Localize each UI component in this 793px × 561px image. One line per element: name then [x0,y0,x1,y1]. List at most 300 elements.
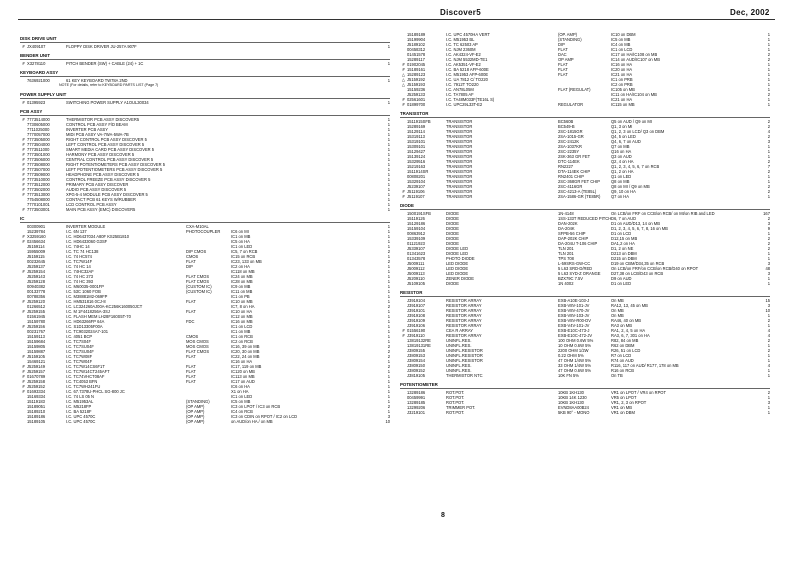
cell-mark [20,419,27,424]
cell-part-no: 15129427 [407,149,426,154]
cell-mark: # [22,61,25,66]
cell-qty: 2 [767,236,770,241]
cell-description: TRANSISTOR [446,129,473,134]
cell-qty: 1 [387,319,390,324]
cell-description: I.C. 74 HC 273 [66,274,94,279]
cell-type: L-59SRS-GW-CC [558,261,591,266]
cell-qty: 1 [767,373,770,378]
cell-type: FLAT CMOS [186,349,210,354]
cell-description: PRIMARY PCB ASSY DISCOVER [66,182,129,187]
cell-type: 47 OHM 1/4W 5% [558,358,591,363]
cell-description: I.C. TC4053 BFN [66,379,98,384]
cell-description: RESISTOR ARRAY [446,323,482,328]
cell-part-no: 7773503001 [27,207,50,212]
cell-description: ROT.POT. [446,390,465,395]
cell-description: ROT.POT. [446,410,465,415]
cell-location: D1, 2 on NE [611,246,634,251]
cell-description: SMART MEDIA CARD PCB ASSY DISCOVER 5 [66,147,155,152]
cell-qty: 2 [767,318,770,323]
cell-location: IC2 on RCB [231,339,253,344]
cell-qty: 1 [767,149,770,154]
cell-description: XPG-5-4 MODULE PCB ASSY DISCOVER 5 [66,192,148,197]
cell-location: VR1 on DBM [611,410,635,415]
cell-part-no: J5239107 [407,184,425,189]
cell-part-no: 7773506000 [27,157,50,162]
cell-part-no: 15159113 [27,334,45,339]
cell-location: D1, 2, 3, 4, 5, 6, 7, 8, 16 on MB [611,226,668,231]
cell-part-no: 15159684 [27,339,46,344]
cell-location: R62 on DBM [611,343,635,348]
cell-mark: △ [401,72,406,77]
cell-location: VR1 on LPOT / VR4 on RPOT [611,390,666,395]
cell-location: IC22, 24 on MB [231,354,260,359]
section-rule [20,42,390,43]
cell-part-no: 15319113 [407,134,425,139]
cell-part-no: J5259143 [27,274,45,279]
cell-qty: 2 [767,216,770,221]
cell-description: TRANSISTOR [446,119,473,124]
cell-type: EXB-A10E-103-J [558,298,590,303]
cell-description: I.C. TC7W14F [66,259,93,264]
cell-qty: 1 [387,224,390,229]
cell-qty: 1 [387,324,390,329]
cell-type: MOS CMOS [186,344,209,349]
section-title-resistor: RESISTOR [400,290,423,295]
cell-description: I.C. UA 7812 C/ TO220 [446,77,488,82]
cell-location: Q7 on MB [611,144,630,149]
cell-qty: 2 [767,348,770,353]
cell-mark: # [22,384,25,389]
cell-description: UNINFL.RES. [446,368,472,373]
cell-qty: 1 [767,251,770,256]
cell-description: RESISTOR ARRAY [446,303,482,308]
cell-location: IC10 on HA [231,309,253,314]
cell-description: I.C. HD6433060 G3SF [66,239,108,244]
cell-mark: # [402,333,405,338]
cell-description: TRANSISTOR [446,179,473,184]
cell-location: IC5, 7 on RCB [231,249,258,254]
cell-description: LEFT POTENTIOMETERS PCB ASSY DISCOVER 5 [66,167,163,172]
cell-location: D9 on AUD [611,276,632,281]
cell-part-no: 7773509000 [27,172,50,177]
cell-location: D6, 7 on AUD [611,216,637,221]
cell-description: RIGHT POTENTIOMETERS PCB ASSY DISCOVER 5 [66,162,166,167]
cell-part-no: 15159236 [407,87,426,92]
cell-description: I.C. UPC 4570HA VERT [446,32,490,37]
cell-location: RA46, 40 on MB [611,318,642,323]
cell-mark: # [22,177,25,182]
cell-type: 5 L63 SRD-D/RED [558,266,593,271]
cell-description: DIODE LED [446,251,469,256]
cell-mark: # [22,324,25,329]
cell-location: IC16 on HA [611,62,633,67]
cell-location: Q1, 2, 3 on LCD/ Q3 on DBM [611,129,665,134]
cell-description: DIODE LED [446,246,469,251]
cell-location: On LCB/on FRF on CCB/on RCB/ on MI/on RIB and LED [611,211,715,216]
cell-location: D213 on DBM [611,251,637,256]
cell-type: (OP AMP) [186,419,205,424]
cell-part-no: 15189161 [407,67,426,72]
cell-part-no: 7730605000 [27,122,50,127]
cell-type: CXA-M10AL [186,224,209,229]
cell-description: TRANSISTOR [446,169,473,174]
cell-qty: 2 [767,390,770,395]
cell-description: I.C. BA 5218F [66,409,92,414]
section-rule [400,296,770,297]
cell-qty: 2 [387,364,390,369]
cell-description: I.C. FLASH MEM LH28F160S5T-70 [66,314,131,319]
cell-part-no: X3278110 [27,61,46,66]
section-rule [20,115,390,116]
cell-type: FLAT [558,62,568,67]
cell-location: VR1, 2, 3 on RPOT [611,400,647,405]
cell-location: IC10 on MB [231,299,253,304]
cell-description: UNINFL.RES. [446,338,472,343]
cell-type: 10KB 1KH130 [558,400,584,405]
cell-location: RA1, 2, 4, 5 on HA [611,328,646,333]
cell-mark: # [402,194,405,199]
cell-mark: # [22,239,25,244]
cell-qty: 1 [767,77,770,82]
cell-part-no: 15189210 [27,409,46,414]
cell-type: EXB-E10C-473-J [558,328,590,333]
cell-part-no: 01121923 [407,241,425,246]
cell-type: FLAT [558,67,568,72]
cell-description: I.C. 74HC32AF [66,269,94,274]
cell-description: I.C. M5218FP [66,404,92,409]
cell-qty: 1 [767,276,770,281]
cell-part-no: 13819131RE [407,343,431,348]
cell-mark: △ [401,77,406,82]
cell-type: FLAT CMOS [186,274,210,279]
part-row [20,100,390,105]
cell-description: MAIN PCB ASSY (EMC) DISCOVER5 [66,207,136,212]
cell-mark: # [22,182,25,187]
cell-qty: 2 [767,52,770,57]
cell-description: CENTRAL CONTROL PCB ASSY DISCOVER 5 [66,157,154,162]
cell-mark: △ [401,82,406,87]
cell-part-no: J5109105 [407,281,425,286]
cell-type: DIP CMOS [186,249,207,254]
cell-type: FDC [186,319,195,324]
cell-location: D1 on AUD/D13, 14 on MB [611,221,660,226]
cell-description: I.C. 74 HC 393 [66,279,94,284]
cell-part-no: 01899700 [407,102,426,107]
cell-qty: 3 [767,261,770,266]
cell-qty: 2 [387,304,390,309]
cell-qty: 2 [387,349,390,354]
cell-description: UNINFL.RES. [446,343,472,348]
cell-location: IC11 on MB [231,289,253,294]
cell-description: RESISTOR ARRAY [446,308,482,313]
cell-qty: 1 [387,234,390,239]
cell-type: SFPB-56 CHIP [558,231,586,236]
cell-part-no: 01451578 [407,52,426,57]
cell-qty: 3 [767,271,770,276]
cell-qty: 1 [767,179,770,184]
cell-description: I.C. TC7WH241FU [66,384,101,389]
cell-qty: 1 [767,32,770,37]
cell-qty: 1 [767,47,770,52]
section-rule [20,222,390,223]
section-title-potentiometer: POTENTIOMETER [400,382,438,387]
cell-description: I.C. 74 HC574 [66,254,92,259]
cell-description: ROT.POT. [446,400,465,405]
cell-qty: 2 [387,404,390,409]
cell-location: IC105 on MB [611,87,635,92]
part-row [20,44,390,49]
cell-qty: 1 [387,78,390,83]
cell-qty: 2 [767,246,770,251]
cell-description: TRANSISTOR [446,144,473,149]
cell-mark [400,281,407,286]
cell-description: I.C. M51953AL [66,399,94,404]
cell-type: RN2401 CHIP [558,174,584,179]
cell-part-no: 00459991 [407,395,426,400]
cell-description: I.C. AK4324-VF-E2 [446,52,481,57]
cell-qty: 1 [767,97,770,102]
cell-type: BC549-B [558,124,575,129]
cell-qty: 1 [387,127,390,132]
cell-qty: 15 [765,298,770,303]
cell-qty: 1 [387,117,390,122]
cell-part-no: J5119107 [407,194,425,199]
cell-qty: 10 [385,419,390,424]
cell-location [231,207,379,212]
section-title-diode: DIODE [400,203,414,208]
cell-part-no: 7754508000 [27,197,50,202]
cell-qty: 1 [387,334,390,339]
cell-part-no: 13289186 [407,390,426,395]
cell-description: UNINFL.RESISTOR [446,358,483,363]
cell-qty: 1 [767,62,770,67]
cell-qty: 1 [387,177,390,182]
cell-part-no: X3259160 [27,234,46,239]
cell-description: I.C. M60035-0001FP [66,284,105,289]
cell-mark: # [22,172,25,177]
cell-description: PITCH BENDER (SW) + CABLE (24) + 1C [66,61,144,66]
cell-location: IC20, 30 on MB [231,349,260,354]
cell-qty: 1 [387,147,390,152]
cell-qty: 1 [387,162,390,167]
cell-description: RESISTOR ARRAY [446,298,482,303]
cell-type: BC560B [558,119,574,124]
cell-description: LED DIODE [446,266,469,271]
cell-description: I.C. TC7W14CS6F1T [66,364,105,369]
cell-part-no: J5159105 [27,354,45,359]
cell-part-no: J5159114 [27,244,45,249]
cell-part-no: J5159192 [407,77,425,82]
cell-description: I.C. NJM 5532MD-TE1 [446,57,488,62]
cell-location: IC15 on RCB [231,254,256,259]
cell-location: RA12, 13, 45 on MB [611,303,648,308]
cell-qty: 2 [767,119,770,124]
cell-location: on AUD/on HA / on MB [231,419,273,424]
cell-qty: 1 [387,279,390,284]
cell-type: 2SC-368GR FET CHIP [558,179,601,184]
section-rule [20,59,390,60]
cell-description: INVERTER PCB ASSY [66,127,109,132]
cell-part-no: J5009112 [407,266,425,271]
cell-description: UNINFL.RES. [446,363,472,368]
cell-location: IC1 on LCD [231,324,253,329]
cell-part-no: J5259156 [27,324,45,329]
cell-type: 10KB 14K 1230 [558,395,587,400]
cell-description: I.C. 74 HC 14 [66,264,91,269]
cell-location: IC17 on HA/IC108 on MB [611,52,658,57]
section-title-power: POWER SUPPLY UNIT [20,92,67,97]
cell-location: D19 on CBM/D34,35 on RCB [611,261,665,266]
cell-type: EVND8AA00B24 [558,405,589,410]
cell-description: I.C. M51953 AFP-600E [446,72,489,77]
cell-qty: 1 [387,172,390,177]
cell-type: RN2227 [558,164,574,169]
cell-part-no: 00808201 [407,174,426,179]
part-row [400,373,770,378]
cell-mark: # [22,187,25,192]
cell-part-no: J5259137 [27,264,45,269]
cell-mark: # [22,137,25,142]
cell-part-no: J3919101 [407,308,425,313]
cell-description: TRANSISTOR [446,159,473,164]
cell-type [186,44,231,49]
right-column [400,32,770,415]
cell-location: R82, 84 on MB [611,338,639,343]
cell-description: I.C. TC9032024A7-101 [66,329,109,334]
cell-type: EXB-V8V-101-JV [558,303,590,308]
cell-part-no: 13819132RE [407,338,431,343]
cell-type: FLAT [186,354,196,359]
cell-description: I.C. TC7S04F [66,339,91,344]
cell-description: I.C. M51953 BL [446,37,475,42]
cell-mark: # [22,147,25,152]
cell-qty: 1 [387,192,390,197]
cell-qty: 1 [387,202,390,207]
cell-description: CEA R ARRAY [446,328,473,333]
cell-location: D1 on LCD [611,231,632,236]
section-title-transistor: TRANSISTOR [400,111,429,116]
cell-qty: 1 [767,410,770,415]
cell-part-no: 15239784 [27,229,46,234]
part-row [400,410,770,415]
part-row [20,207,390,212]
cell-qty: 1 [767,67,770,72]
cell-qty: 2 [767,92,770,97]
cell-qty: 2 [767,124,770,129]
cell-location: IC2 on HA [231,264,250,269]
cell-location: IC5 on MB [611,37,631,42]
cell-location: Q1, 3 on MI [611,124,633,129]
left-column [20,32,390,424]
cell-mark: # [22,100,25,105]
cell-part-no: 15169334 [27,394,46,399]
cell-part-no: J5119106 [407,189,425,194]
cell-qty: 1 [387,142,390,147]
section-title-keyboard: KEYBOARD ASSY [20,70,59,75]
cell-description: RIGHT CONTROL PCB ASSY DISCOVER 5 [66,137,147,142]
cell-qty: 1 [767,395,770,400]
cell-location: IC14 on AUD/IC107 on MB [611,57,660,62]
cell-qty: 1 [387,394,390,399]
cell-qty: 1 [767,154,770,159]
cell-part-no: J5339107 [407,246,425,251]
cell-type: 100 OHM 0.6W 5% [558,338,594,343]
cell-part-no: J3919104 [407,298,425,303]
cell-part-no: 01341623 [407,251,426,256]
cell-qty: 1 [767,256,770,261]
cell-part-no: 00300901 [27,224,46,229]
cell-type: 47 OHM 0.6W 5% [558,368,591,373]
cell-type: 2200 OHM 1/2W [558,348,589,353]
cell-part-no: 00863912 [407,231,426,236]
cell-location: R116, 117 on AUD/ R177, 178 on MB [611,363,679,368]
cell-qty: 2 [767,241,770,246]
cell-description: LED DIODE [446,261,469,266]
cell-location: Q1 on LED [611,174,632,179]
cell-qty: 1 [387,329,390,334]
cell-mark: # [402,189,405,194]
cell-qty: 1 [387,339,390,344]
cell-description: I.C. 4051 BCP [66,334,93,339]
cell-description: DIODE [446,241,459,246]
cell-description: I.C. HD63266FP 64A [66,319,105,324]
cell-part-no: J3809153 [407,353,425,358]
cell-location: IC3 on LPOT / IC3 on RCB [231,404,281,409]
cell-description: DIODE [446,211,459,216]
cell-qty: 1 [767,368,770,373]
cell-type: CMOS [186,254,199,259]
cell-part-no: J3919108 [407,313,425,318]
cell-description: I.C. HM531816 0CJ-8 [66,299,106,304]
cell-qty: 2 [767,134,770,139]
cell-type: 2SC-2412K [558,139,580,144]
cell-description: INVERTER MODULE [66,224,106,229]
cell-description: ZENER DIODE [446,276,474,281]
cell-type: PHOTOCOUPLER [186,229,221,234]
cell-location [231,61,379,66]
cell-part-no: J5259152 [27,384,45,389]
cell-type: EXB-V8V-R00-DV [558,318,591,323]
cell-type: EXB-V8V-470-JV [558,308,590,313]
cell-type: EXB-E10C-472-JV [558,333,593,338]
cell-location: IC23, 133 on MB [231,259,262,264]
cell-qty: 3 [767,400,770,405]
cell-part-no: 15189105 [27,419,46,424]
cell-part-no: 15189186 [27,414,46,419]
cell-part-no: J5189102 [407,42,425,47]
cell-part-no: J5259128 [27,279,45,284]
cell-location: R16 on RCB [611,368,634,373]
cell-location: D27,38 on LCB/D43 on RCB [611,271,664,276]
cell-qty: 2 [767,169,770,174]
cell-location: IC120 on MB [231,369,255,374]
cell-part-no: 1511915SFB [407,119,431,124]
cell-part-no: 7770101001 [27,202,50,207]
section-title-bender: BENDER UNIT [20,53,51,58]
cell-part-no: J3219101 [407,410,425,415]
cell-qty: 1 [387,157,390,162]
cell-qty: 1 [767,72,770,77]
cell-part-no: 7773507000 [27,167,50,172]
cell-qty: 1 [387,254,390,259]
cell-qty: 2 [767,184,770,189]
cell-description: TRANSISTOR [446,154,473,159]
cell-qty: 3 [767,221,770,226]
cell-location: X1 on HA [231,389,249,394]
cell-location: IC9 on MB [231,284,251,289]
cell-description: I.C. TC7W04F [66,359,93,364]
cell-qty: 1 [387,61,390,66]
